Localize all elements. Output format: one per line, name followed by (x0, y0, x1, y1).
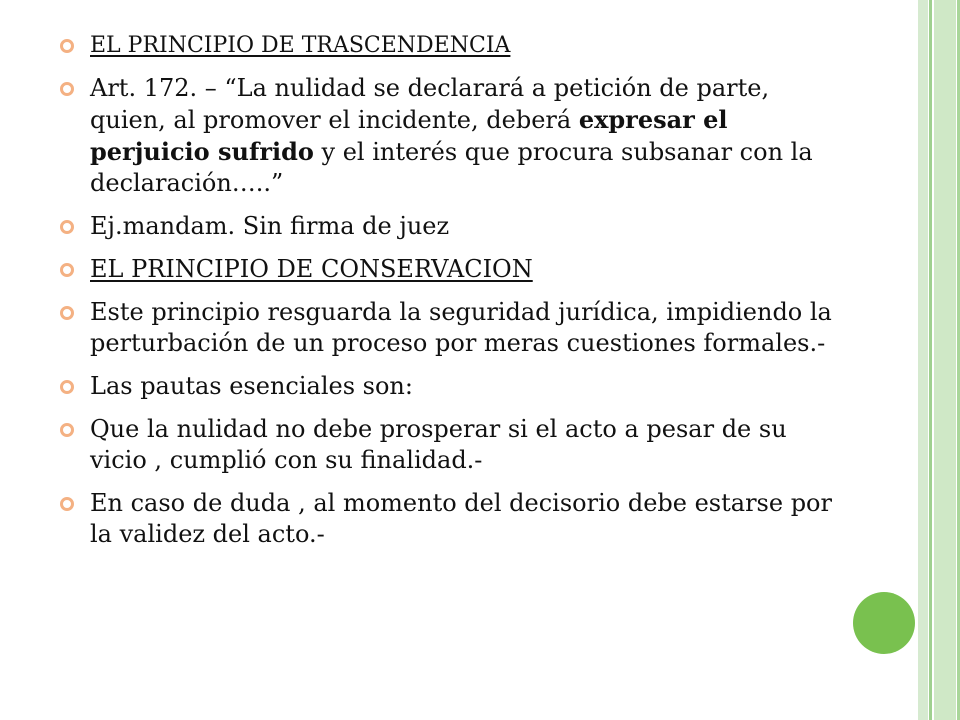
bullet-icon (60, 423, 74, 437)
guideline-1 (60, 414, 840, 476)
heading-text: EL PRINCIPIO DE TRASCENDENCIA (90, 33, 511, 58)
green-circle-decoration (853, 592, 915, 654)
bullet-icon (60, 220, 74, 234)
bullet-icon (60, 39, 74, 53)
guidelines-intro (60, 371, 840, 402)
bullet-icon (60, 263, 74, 277)
decorative-stripe (929, 0, 932, 720)
slide-content (60, 30, 840, 562)
quote-part-3: y el interés que procura subsanar con la declaración…..” (90, 138, 813, 197)
heading-conservacion (60, 254, 840, 285)
example-text: Ej.mandam. Sin firma de juez (90, 212, 450, 240)
bullet-icon (60, 380, 74, 394)
decorative-stripe (934, 0, 956, 720)
example-item (60, 211, 840, 242)
bullet-icon (60, 306, 74, 320)
article-172-quote (60, 73, 840, 199)
heading-trascendencia (60, 30, 840, 61)
guidelines-text: Las pautas esenciales son: (90, 372, 413, 400)
principle-description (60, 297, 840, 359)
quote-emphasis: expresar el perjuicio sufrido (90, 105, 728, 166)
heading-text: EL PRINCIPIO DE CONSERVACION (90, 255, 533, 283)
bullet-icon (60, 82, 74, 96)
description-text: Este principio resguarda la seguridad jurídica, impidiendo la perturbación de un proceso por meras cuestiones formales.- (90, 298, 832, 357)
guideline-text: Que la nulidad no debe prosperar si el acto a pesar de su vicio , cumplió con su finalidad.- (90, 415, 787, 474)
quote-part-1: Art. 172. – “La nulidad se declarará a petición de parte, quien, al promover el incidente, deberá (90, 74, 770, 134)
guideline-2 (60, 488, 840, 550)
guideline-text: En caso de duda , al momento del decisorio debe estarse por la validez del acto.- (90, 489, 832, 548)
bullet-icon (60, 497, 74, 511)
decorative-stripe (918, 0, 928, 720)
